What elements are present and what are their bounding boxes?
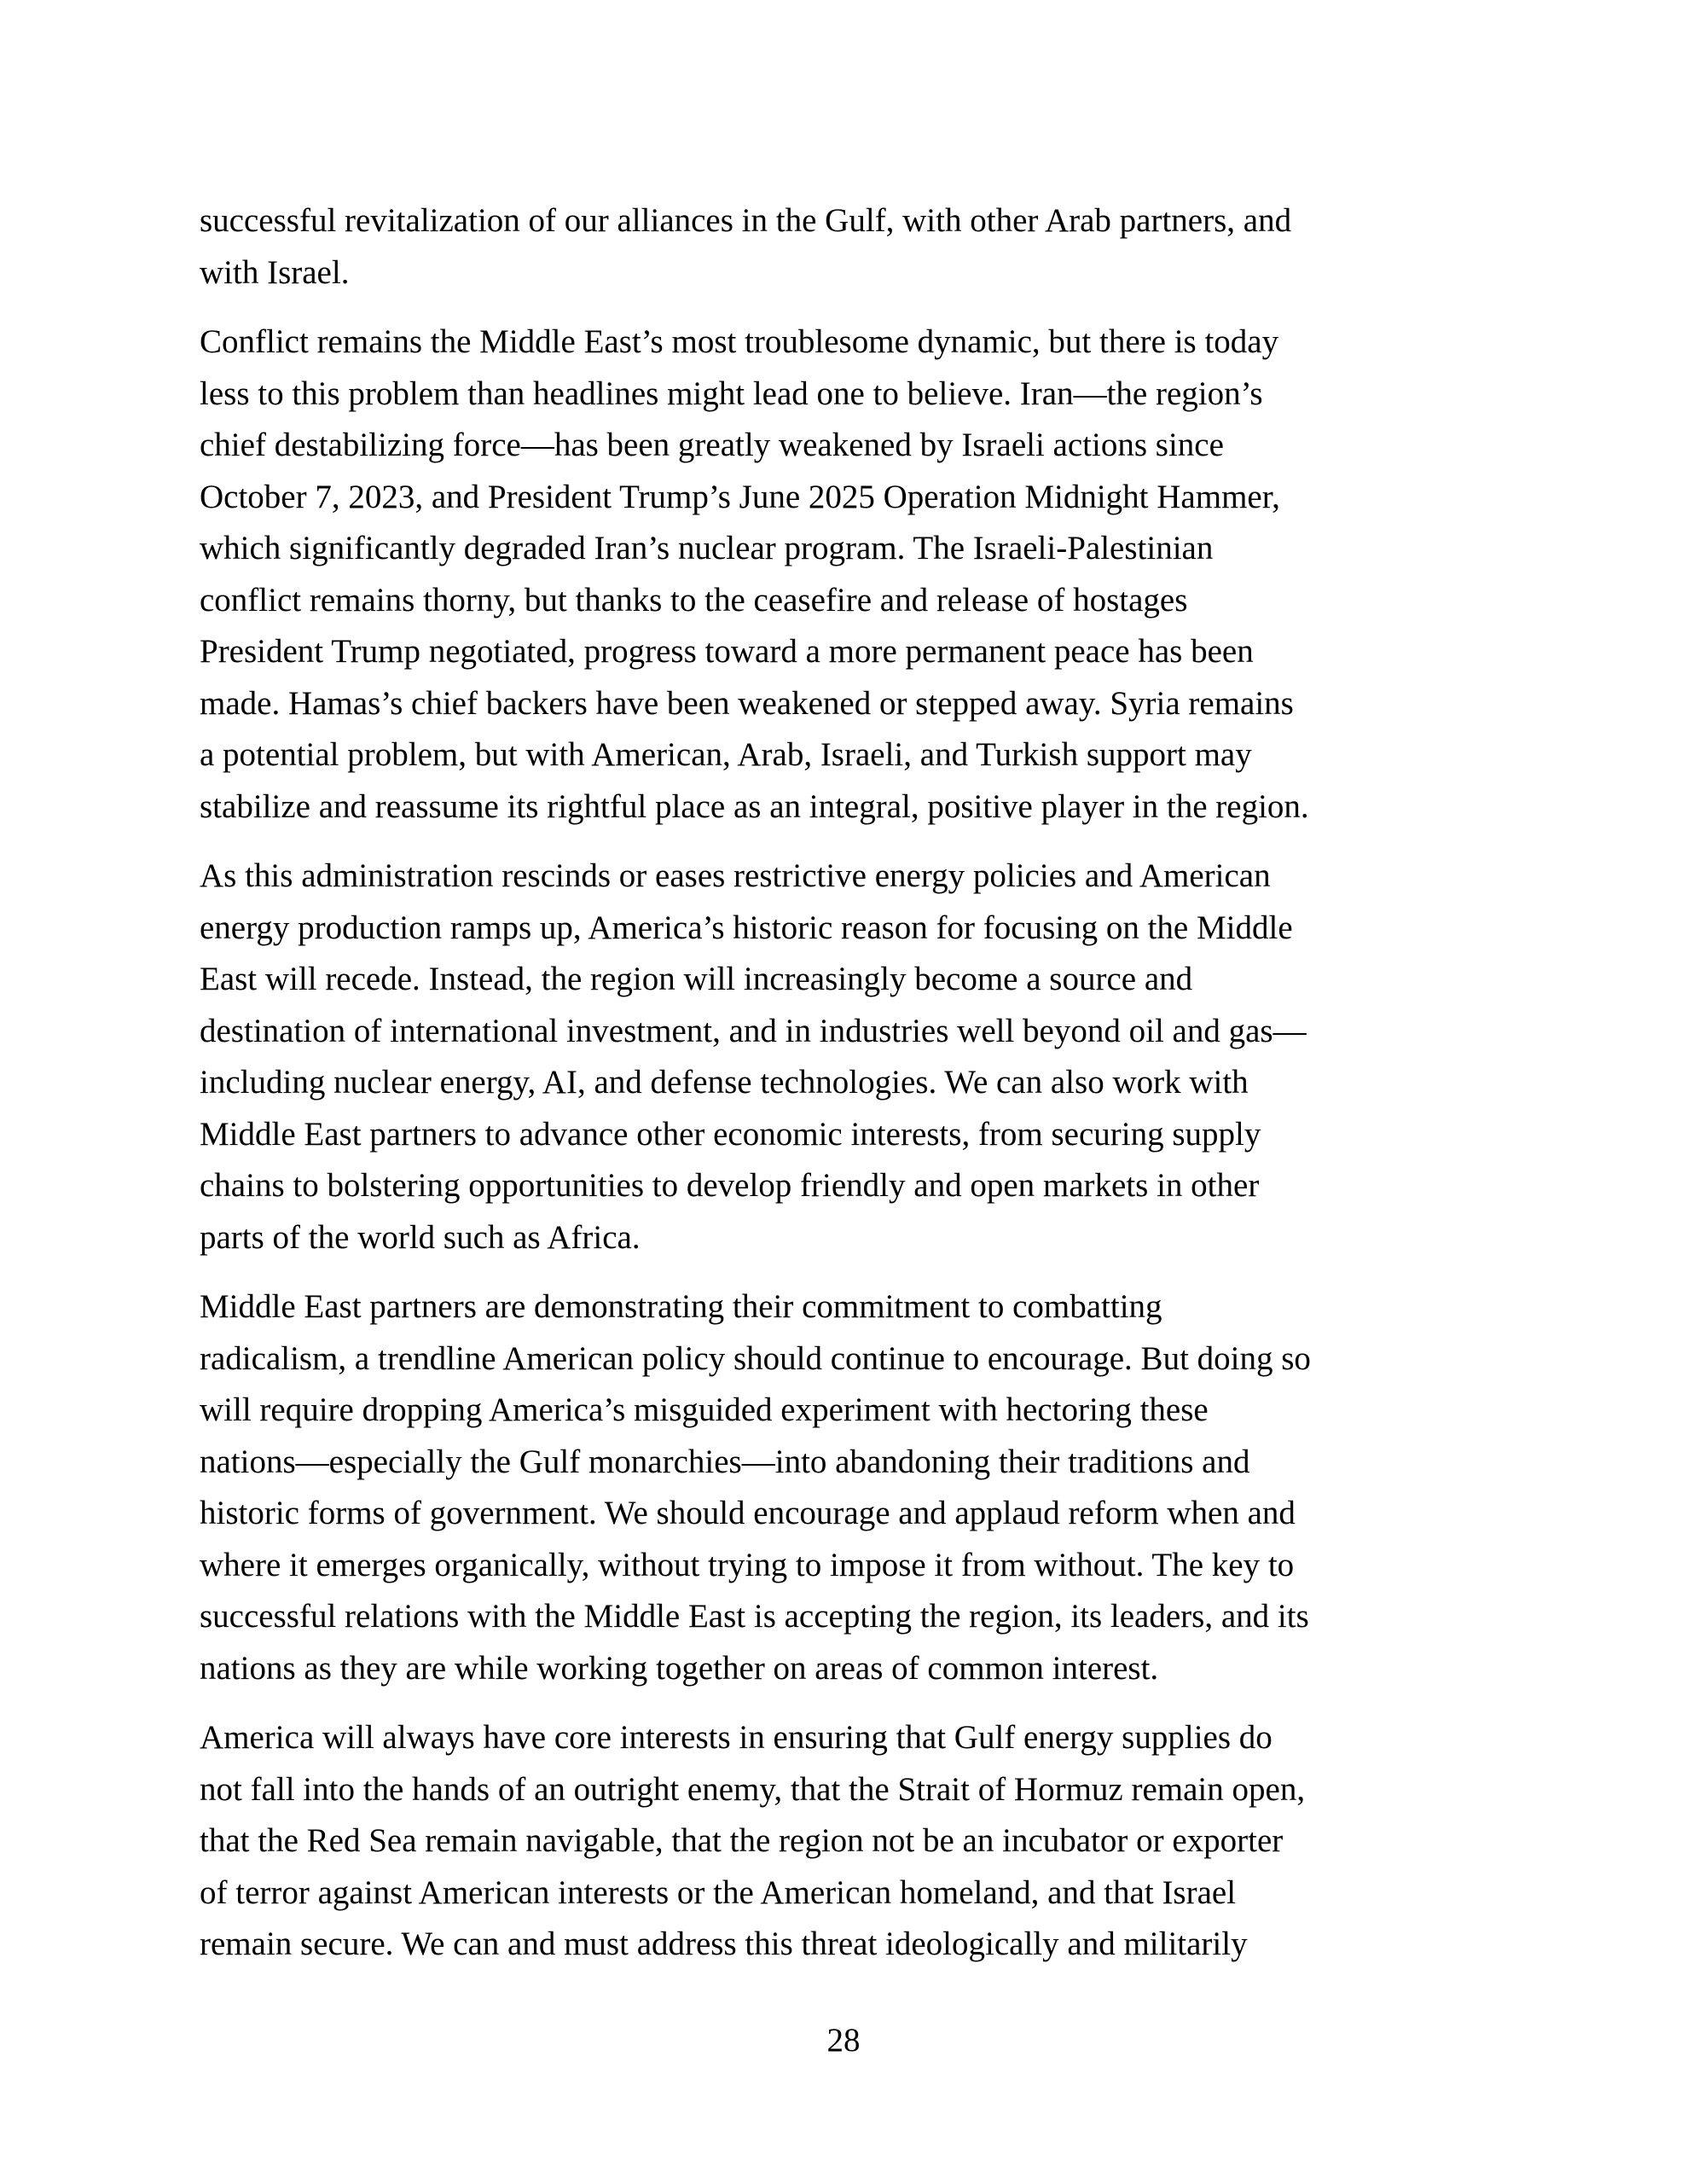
paragraph	[200, 851, 1492, 1263]
text-line: October 7, 2023, and President Trump’s June 2025 Operation Midnight Hammer,	[200, 478, 1280, 515]
text-line: less to this problem than headlines might lead one to believe. Iran—the region’s	[200, 375, 1263, 412]
text-line: made. Hamas’s chief backers have been weakened or stepped away. Syria remains	[200, 684, 1294, 722]
page-footer	[0, 2021, 1687, 2059]
text-line: that the Red Sea remain navigable, that the region not be an incubator or exporter	[200, 1822, 1284, 1859]
page-number: 28	[826, 2022, 861, 2059]
text-line: radicalism, a trendline American policy should continue to encourage. But doing so	[200, 1339, 1311, 1377]
text-line: successful relations with the Middle East is accepting the region, its leaders, and its	[200, 1598, 1309, 1635]
text-line: including nuclear energy, AI, and defense technologies. We can also work with	[200, 1064, 1249, 1101]
text-line: East will recede. Instead, the region will increasingly become a source and	[200, 961, 1193, 997]
paragraph	[200, 1712, 1492, 1971]
text-line: which significantly degraded Iran’s nuclear program. The Israeli-Palestinian	[200, 530, 1214, 566]
text-line: President Trump negotiated, progress toward a more permanent peace has been	[200, 633, 1254, 670]
paragraph	[200, 1281, 1492, 1694]
text-line: parts of the world such as Africa.	[200, 1218, 641, 1256]
text-line: As this administration rescinds or eases restrictive energy policies and American	[200, 857, 1271, 894]
text-line: with Israel.	[200, 253, 350, 291]
text-line: successful revitalization of our alliances in the Gulf, with other Arab partners, and	[200, 202, 1292, 239]
text-line: will require dropping America’s misguided experiment with hectoring these	[200, 1391, 1209, 1428]
text-line: chains to bolstering opportunities to develop friendly and open markets in other	[200, 1167, 1260, 1204]
text-line: chief destabilizing force—has been greatly weakened by Israeli actions since	[200, 427, 1224, 463]
text-line: energy production ramps up, America’s historic reason for focusing on the Middle	[200, 909, 1293, 946]
text-line: stabilize and reassume its rightful place as an integral, positive player in the region.	[200, 787, 1309, 825]
page-body	[200, 195, 1492, 1971]
text-line: remain secure. We can and must address this threat ideologically and militarily	[200, 1926, 1248, 1962]
text-line: conflict remains thorny, but thanks to the ceasefire and release of hostages	[200, 581, 1188, 619]
text-line: destination of international investment, and in industries well beyond oil and gas—	[200, 1012, 1307, 1049]
paragraph	[200, 195, 1492, 299]
text-line: nations as they are while working together on areas of common interest.	[200, 1649, 1159, 1687]
text-line: nations—especially the Gulf monarchies—into abandoning their traditions and	[200, 1443, 1250, 1480]
text-line: of terror against American interests or the American homeland, and that Israel	[200, 1873, 1237, 1911]
text-line: where it emerges organically, without trying to impose it from without. The key to	[200, 1546, 1295, 1583]
text-line: historic forms of government. We should encourage and applaud reform when and	[200, 1495, 1296, 1531]
text-line: a potential problem, but with American, Arab, Israeli, and Turkish support may	[200, 736, 1252, 773]
text-line: not fall into the hands of an outright enemy, that the Strait of Hormuz remain open,	[200, 1770, 1306, 1808]
text-line: Middle East partners to advance other economic interests, from securing supply	[200, 1115, 1261, 1153]
text-line: Conflict remains the Middle East’s most troublesome dynamic, but there is today	[200, 323, 1279, 360]
text-line: America will always have core interests in ensuring that Gulf energy supplies do	[200, 1719, 1272, 1756]
paragraph	[200, 317, 1492, 833]
text-line: Middle East partners are demonstrating their commitment to combatting	[200, 1288, 1162, 1325]
